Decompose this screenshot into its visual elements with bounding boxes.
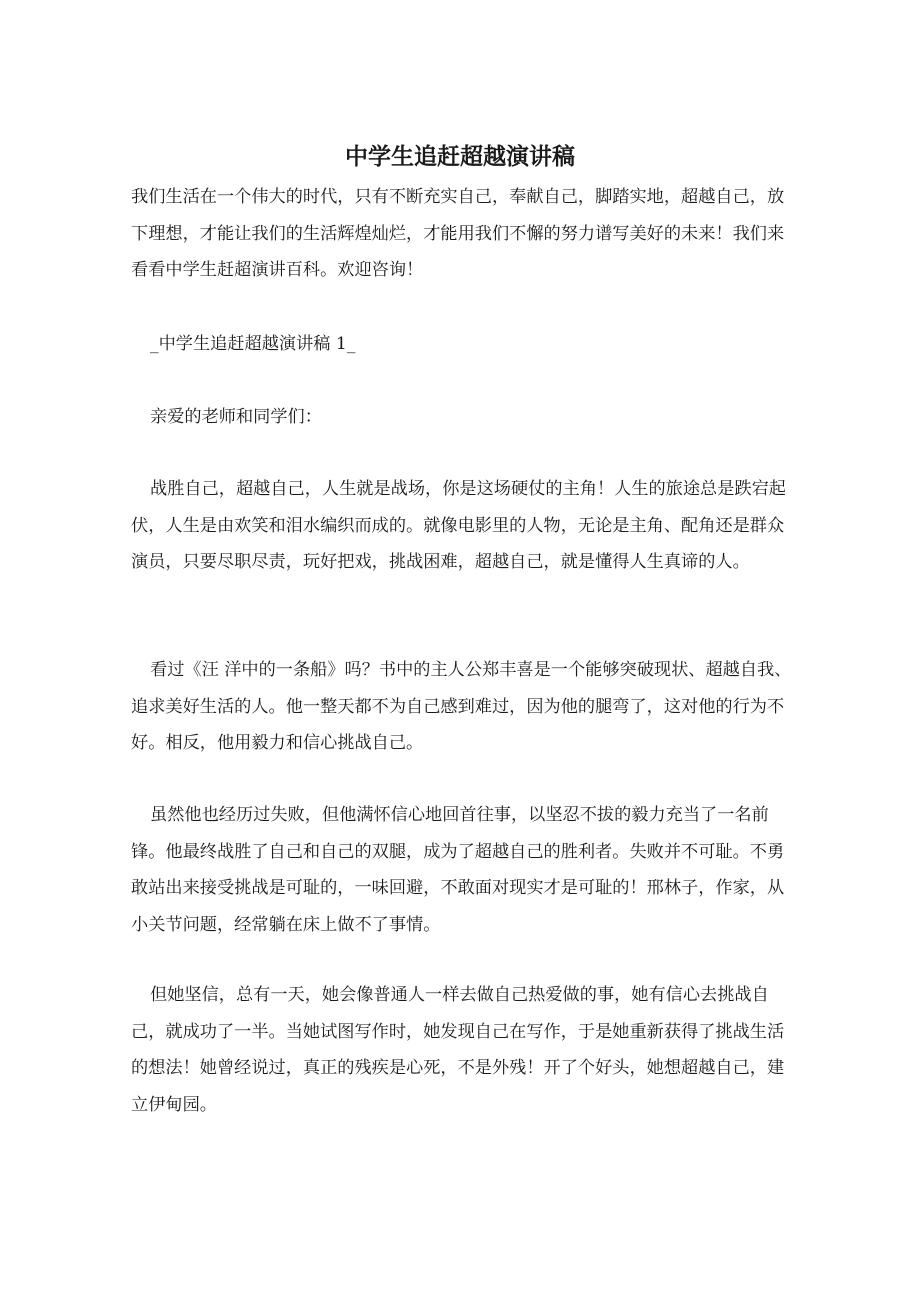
intro-paragraph: 我们生活在一个伟大的时代，只有不断充实自己，奉献自己，脚踏实地，超越自己，放下理想，才能让我们的生活辉煌灿烂，才能用我们不懈的努力谱写美好的未来！我们来看看中学生赶超演讲百科。欢迎咨询！ <box>131 187 785 280</box>
body-paragraph: 看过《汪 洋中的一条船》吗？书中的主人公郑丰喜是一个能够突破现状、超越自我、追求美好生活的人。他一整天都不为自己感到难过，因为他的腿弯了，这对他的行为不好。相反，他用毅力和信心挑战自己。 <box>131 660 792 753</box>
page-title: 中学生追赶超越演讲稿 <box>345 143 575 170</box>
body-paragraph: 但她坚信，总有一天，她会像普通人一样去做自己热爱做的事，她有信心去挑战自己，就成功了一半。当她试图写作时，她发现自己在写作，于是她重新获得了挑战生活的想法！她曾经说过，真正的残疾是心死，不是外残！开了个好头，她想超越自己，建立伊甸园。 <box>131 985 785 1115</box>
greeting-line: 亲爱的老师和同学们： <box>150 407 322 427</box>
body-paragraph: 战胜自己，超越自己，人生就是战场，你是这场硬仗的主角！人生的旅途总是跌宕起伏，人生是由欢笑和泪水编织而成的。就像电影里的人物，无论是主角、配角还是群众演员，只要尽职尽责，玩好把戏，挑战困难，超越自己，就是懂得人生真谛的人。 <box>131 479 786 572</box>
body-paragraph: 虽然他也经历过失败，但他满怀信心地回首往事，以坚忍不拔的毅力充当了一名前锋。他最终战胜了自己和自己的双腿，成为了超越自己的胜利者。失败并不可耻。不勇敢站出来接受挑战是可耻的，一味回避，不敢面对现实才是可耻的！邢林子，作家，从小关节问题，经常躺在床上做不了事情。 <box>131 805 785 935</box>
section-heading: _中学生追赶超越演讲稿 1_ <box>150 334 356 354</box>
